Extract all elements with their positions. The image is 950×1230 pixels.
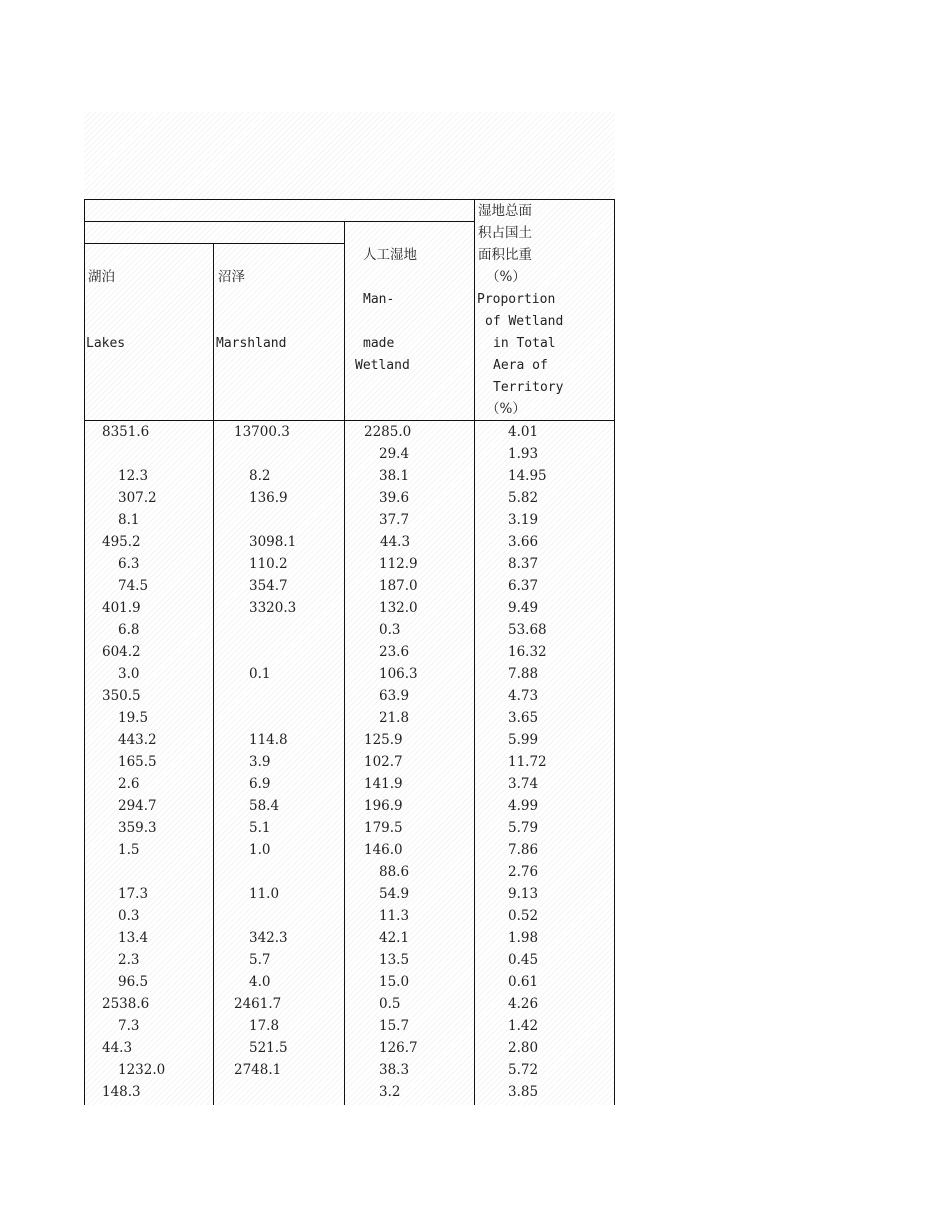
cell-proportion: 11.72 (508, 754, 547, 770)
header-lakes-en: Lakes (86, 336, 126, 351)
cell-proportion: 0.45 (508, 952, 539, 968)
cell-marshland: 5.1 (249, 820, 271, 836)
cell-lakes: 17.3 (118, 886, 149, 902)
table-row (0, 1081, 539, 1103)
cell-lakes: 148.3 (102, 1084, 141, 1100)
cell-manmade: 88.6 (379, 864, 410, 880)
cell-lakes: 1.5 (118, 842, 140, 858)
cell-lakes: 350.5 (102, 688, 141, 704)
cell-proportion: 1.98 (508, 930, 539, 946)
table-row (0, 817, 539, 839)
table-row (0, 729, 539, 751)
table-row (0, 839, 539, 861)
table-row (0, 993, 539, 1015)
cell-manmade: 23.6 (379, 644, 410, 660)
cell-marshland: 11.0 (249, 886, 280, 902)
header-manmade-en-3: Wetland (355, 358, 410, 373)
table-row (0, 949, 539, 971)
table-row (0, 641, 547, 663)
header-manmade-zh: 人工湿地 (363, 247, 417, 263)
cell-manmade: 102.7 (364, 754, 403, 770)
cell-marshland: 5.7 (249, 952, 271, 968)
cell-marshland: 114.8 (249, 732, 288, 748)
header-prop-zh-1: 湿地总面 (478, 203, 532, 219)
cell-lakes: 2.6 (118, 776, 140, 792)
cell-manmade: 146.0 (364, 842, 403, 858)
cell-proportion: 3.65 (508, 710, 539, 726)
cell-manmade: 37.7 (379, 512, 410, 528)
cell-lakes: 13.4 (118, 930, 149, 946)
cell-marshland: 3.9 (249, 754, 271, 770)
cell-proportion: 4.26 (508, 996, 539, 1012)
header-manmade-en-2: made (363, 336, 395, 351)
header-prop-zh-4: （%） (486, 269, 526, 285)
header-prop-en-2: of Wetland (485, 314, 564, 329)
cell-marshland: 1.0 (249, 842, 271, 858)
cell-proportion: 9.49 (508, 600, 539, 616)
cell-manmade: 179.5 (364, 820, 403, 836)
cell-proportion: 2.80 (508, 1040, 539, 1056)
header-prop-en-4: Aera of (493, 358, 548, 373)
cell-proportion: 4.01 (508, 424, 539, 440)
cell-marshland: 4.0 (249, 974, 271, 990)
cell-proportion: 3.66 (508, 534, 539, 550)
table-row (0, 707, 539, 729)
cell-proportion: 3.19 (508, 512, 539, 528)
cell-manmade: 187.0 (379, 578, 418, 594)
col-divider-right (614, 199, 615, 1105)
cell-manmade: 13.5 (379, 952, 410, 968)
cell-manmade: 112.9 (379, 556, 418, 572)
cell-manmade: 21.8 (379, 710, 410, 726)
cell-proportion: 5.72 (508, 1062, 539, 1078)
table-row (0, 421, 539, 443)
table-row (0, 663, 539, 685)
cell-proportion: 1.42 (508, 1018, 539, 1034)
header-rule-1 (84, 221, 475, 222)
header-lakes-zh: 湖泊 (88, 269, 115, 285)
table-row (0, 443, 539, 465)
cell-lakes: 604.2 (102, 644, 141, 660)
cell-proportion: 8.37 (508, 556, 539, 572)
cell-marshland: 3320.3 (249, 600, 297, 616)
cell-proportion: 4.99 (508, 798, 539, 814)
cell-lakes: 165.5 (118, 754, 157, 770)
table-row (0, 487, 539, 509)
cell-manmade: 3.2 (379, 1084, 401, 1100)
cell-lakes: 8.1 (118, 512, 140, 528)
cell-manmade: 11.3 (379, 908, 410, 924)
cell-lakes: 96.5 (118, 974, 149, 990)
cell-manmade: 2285.0 (364, 424, 412, 440)
cell-proportion: 5.82 (508, 490, 539, 506)
cell-manmade: 15.7 (379, 1018, 410, 1034)
table-row (0, 575, 539, 597)
table-row (0, 1059, 539, 1081)
header-prop-en-6: （%） (486, 401, 526, 417)
table-row (0, 619, 547, 641)
cell-proportion: 0.52 (508, 908, 539, 924)
cell-proportion: 3.85 (508, 1084, 539, 1100)
cell-proportion: 16.32 (508, 644, 547, 660)
cell-marshland: 13700.3 (234, 424, 290, 440)
cell-manmade: 125.9 (364, 732, 403, 748)
cell-manmade: 39.6 (379, 490, 410, 506)
cell-lakes: 443.2 (118, 732, 157, 748)
cell-manmade: 196.9 (364, 798, 403, 814)
cell-lakes: 19.5 (118, 710, 149, 726)
table-row (0, 597, 539, 619)
cell-manmade: 132.0 (379, 600, 418, 616)
header-manmade-en-1: Man- (363, 292, 395, 307)
cell-marshland: 58.4 (249, 798, 280, 814)
cell-manmade: 44.3 (380, 534, 411, 550)
cell-proportion: 7.88 (508, 666, 539, 682)
cell-marshland: 354.7 (249, 578, 288, 594)
cell-manmade: 106.3 (379, 666, 418, 682)
table-row (0, 553, 539, 575)
cell-manmade: 29.4 (379, 446, 410, 462)
cell-lakes: 12.3 (118, 468, 149, 484)
header-prop-en-5: Territory (493, 380, 564, 395)
cell-lakes: 495.2 (102, 534, 141, 550)
cell-manmade: 0.5 (379, 996, 401, 1012)
table-row (0, 1015, 539, 1037)
cell-marshland: 136.9 (249, 490, 288, 506)
cell-lakes: 2.3 (118, 952, 140, 968)
cell-marshland: 3098.1 (249, 534, 297, 550)
cell-manmade: 0.3 (379, 622, 401, 638)
table-row (0, 465, 547, 487)
cell-proportion: 4.73 (508, 688, 539, 704)
cell-lakes: 8351.6 (102, 424, 150, 440)
table-row (0, 751, 547, 773)
header-prop-en-1: Proportion (477, 292, 556, 307)
table-row (0, 531, 539, 553)
table-row (0, 861, 539, 883)
header-rule-2 (84, 243, 345, 244)
cell-lakes: 307.2 (118, 490, 157, 506)
cell-lakes: 74.5 (118, 578, 149, 594)
cell-manmade: 141.9 (364, 776, 403, 792)
cell-manmade: 42.1 (379, 930, 410, 946)
cell-manmade: 38.1 (379, 468, 410, 484)
cell-marshland: 521.5 (249, 1040, 288, 1056)
table-row (0, 509, 539, 531)
cell-lakes: 3.0 (118, 666, 140, 682)
table-top-border (84, 199, 615, 200)
cell-lakes: 0.3 (118, 908, 140, 924)
cell-proportion: 6.37 (508, 578, 539, 594)
cell-marshland: 6.9 (249, 776, 271, 792)
table-row (0, 795, 539, 817)
cell-manmade: 38.3 (379, 1062, 410, 1078)
cell-marshland: 17.8 (249, 1018, 280, 1034)
cell-proportion: 5.79 (508, 820, 539, 836)
cell-marshland: 110.2 (249, 556, 288, 572)
cell-lakes: 7.3 (118, 1018, 140, 1034)
cell-manmade: 126.7 (379, 1040, 418, 1056)
cell-lakes: 401.9 (102, 600, 141, 616)
header-prop-zh-3: 面积比重 (478, 247, 532, 263)
header-prop-zh-2: 积占国土 (478, 225, 532, 241)
cell-proportion: 0.61 (508, 974, 539, 990)
cell-marshland: 8.2 (249, 468, 271, 484)
table-row (0, 883, 539, 905)
cell-proportion: 53.68 (508, 622, 547, 638)
table-row (0, 773, 539, 795)
table-row (0, 927, 539, 949)
header-prop-en-3: in Total (493, 336, 556, 351)
table-row (0, 1037, 539, 1059)
cell-manmade: 63.9 (379, 688, 410, 704)
cell-proportion: 5.99 (508, 732, 539, 748)
cell-lakes: 44.3 (102, 1040, 133, 1056)
table-row (0, 905, 539, 927)
cell-manmade: 15.0 (379, 974, 410, 990)
cell-proportion: 14.95 (508, 468, 547, 484)
cell-marshland: 2461.7 (234, 996, 282, 1012)
cell-proportion: 1.93 (508, 446, 539, 462)
cell-lakes: 6.8 (118, 622, 140, 638)
cell-proportion: 2.76 (508, 864, 539, 880)
cell-proportion: 3.74 (508, 776, 539, 792)
cell-marshland: 2748.1 (234, 1062, 282, 1078)
table-row (0, 685, 539, 707)
cell-proportion: 7.86 (508, 842, 539, 858)
cell-lakes: 1232.0 (118, 1062, 166, 1078)
cell-lakes: 6.3 (118, 556, 140, 572)
cell-lakes: 294.7 (118, 798, 157, 814)
cell-marshland: 0.1 (249, 666, 271, 682)
cell-lakes: 359.3 (118, 820, 157, 836)
cell-lakes: 2538.6 (102, 996, 150, 1012)
cell-proportion: 9.13 (508, 886, 539, 902)
cell-manmade: 54.9 (379, 886, 410, 902)
header-marsh-zh: 沼泽 (218, 269, 245, 285)
cell-marshland: 342.3 (249, 930, 288, 946)
header-marsh-en: Marshland (216, 336, 287, 351)
table-row (0, 971, 539, 993)
